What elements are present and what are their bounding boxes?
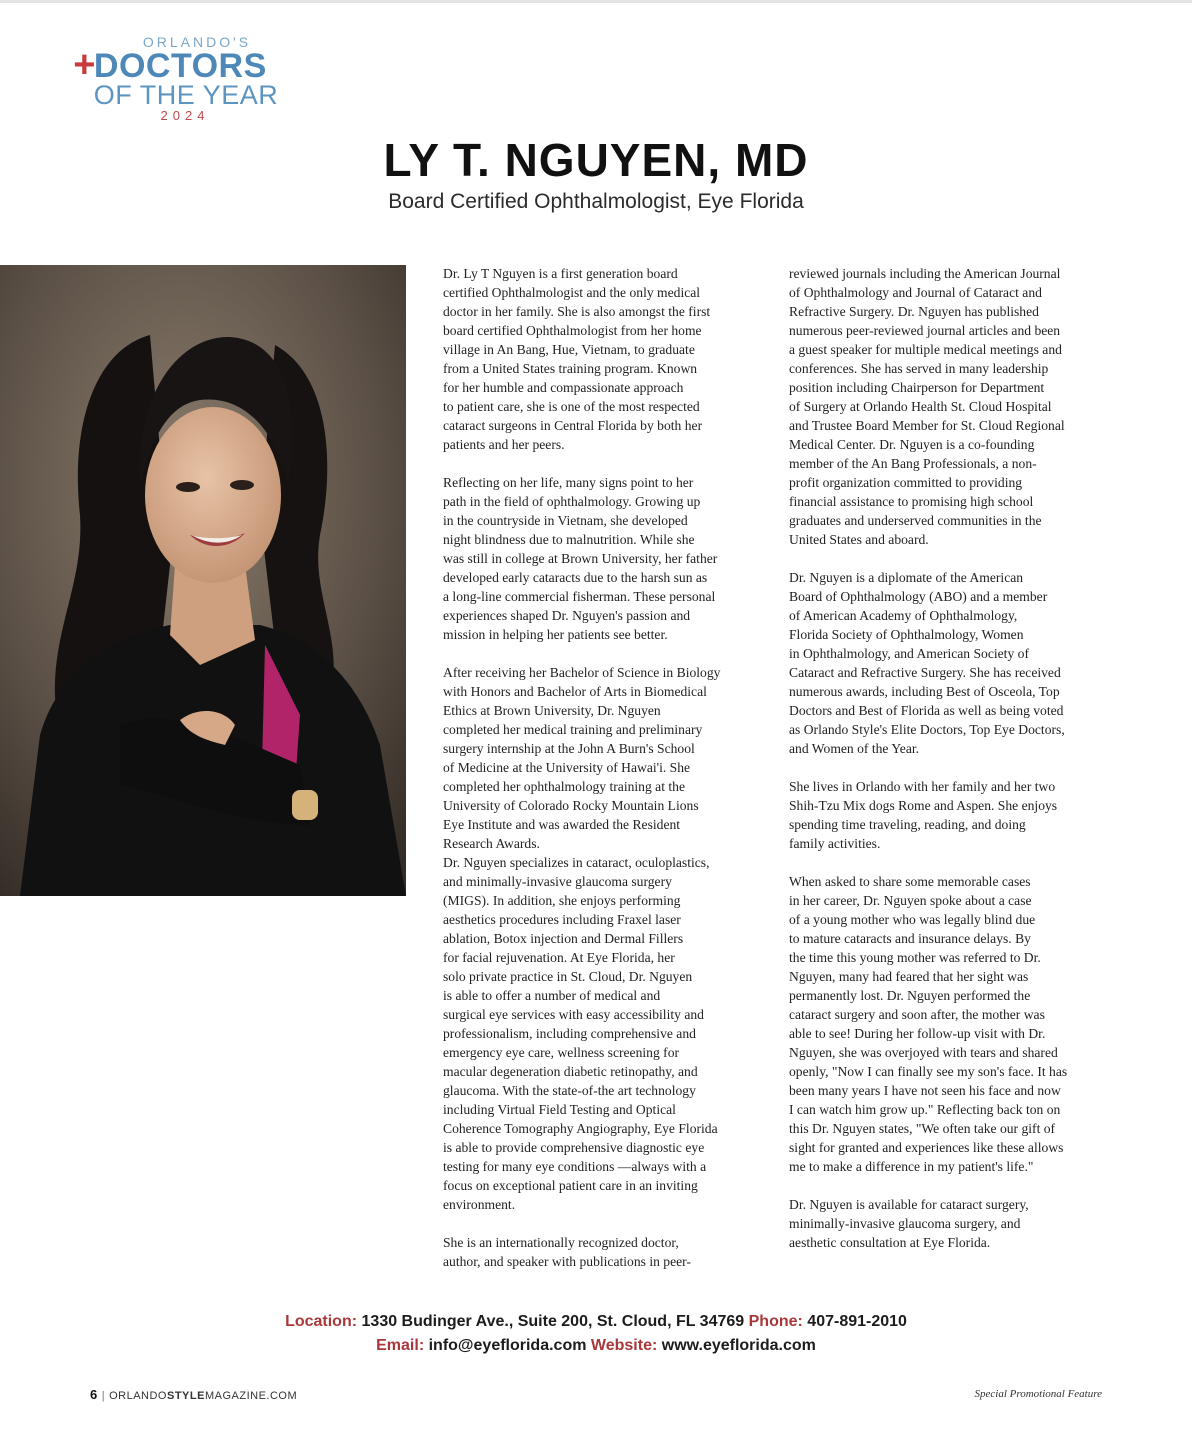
- doctor-name-title: LY T. NGUYEN, MD: [383, 134, 809, 186]
- contact-line-1: [0, 1313, 1192, 1331]
- article-paragraph: When asked to share some memorable cases in her career, Dr. Nguyen spoke about a case of a young mother who was legally blind due to mature cataracts and insurance delays. By the time this young mother was referred to Dr. Nguyen, many had feared that her sight was permanently lost. Dr. Nguyen performed the cataract surgery and soon after, the mother was able to see! During her follow-up visit with Dr. Nguyen, she was overjoyed with tears and shared openly, "Now I can finally see my son's face. It has been many years I have not seen his face and now I can watch him grow up." Reflecting back ton on this Dr. Nguyen states, "We often take our gift of sight for granted and experiences like these allows me to make a difference in my patient's life.": [789, 874, 1068, 1174]
- article-paragraph: Dr. Ly T Nguyen is a first generation board certified Ophthalmologist and the only medical doctor in her family. She is also amongst the first board certified Ophthalmologist from her home village in An Bang, Hue, Vietnam, to graduate from a United States training program. Known for her humble and compassionate approach to patient care, she is one of the most respected cataract surgeons in Central Florida by both her patients and her peers.: [443, 266, 711, 452]
- top-divider: [0, 0, 1192, 3]
- logo-doctors-text: DOCTORS: [93, 47, 267, 85]
- phone-label: Phone:: [748, 1313, 803, 1330]
- plus-icon: +: [73, 44, 96, 86]
- footer-site-a: ORLANDO: [109, 1390, 167, 1402]
- contact-line-2: [0, 1337, 1192, 1355]
- website-label: Website:: [590, 1337, 658, 1354]
- footer-site-b: STYLE: [167, 1390, 205, 1402]
- article-column-1: [443, 264, 748, 1290]
- logo-orlandos: ORLANDO'S: [142, 34, 252, 50]
- article-paragraph: Reflecting on her life, many signs point to her path in the field of ophthalmology. Growing up in the countryside in Vietnam, she developed night blindness due to malnutrition. While she was still in college at Brown University, her father developed early cataracts due to the harsh sun as a long-line commercial fisherman. These personal experiences shaped Dr. Nguyen's passion and mission in helping her patients see better.: [443, 475, 718, 642]
- article-paragraph: After receiving her Bachelor of Science in Biology with Honors and Bachelor of Arts in Biomedical Ethics at Brown University, Dr. Nguyen completed her medical training and preliminary surgery internship at the John A Burn's School of Medicine at the University of Hawai'i. She completed her ophthalmology training at the University of Colorado Rocky Mountain Lions Eye Institute and was awarded the Resident Research Awards.: [443, 665, 721, 851]
- logo-doctors: [60, 44, 280, 86]
- article-column-2: [789, 264, 1104, 1271]
- footer-site-c: MAGAZINE.COM: [204, 1390, 298, 1402]
- location-address: 1330 Budinger Ave., Suite 200, St. Cloud, FL 34769: [361, 1313, 745, 1330]
- logo-of-the-year: OF THE YEAR: [93, 80, 279, 110]
- doctor-portrait-photo: [0, 265, 406, 896]
- article-paragraph: She is an internationally recognized doctor, author, and speaker with publications in peer-: [443, 1235, 691, 1269]
- website-link[interactable]: www.eyeflorida.com: [661, 1337, 816, 1354]
- article-paragraph: reviewed journals including the American Journal of Ophthalmology and Journal of Cataract and Refractive Surgery. Dr. Nguyen has published numerous peer-reviewed journal articles and been a guest speaker for multiple medical meetings and conferences. She has served in many leadership position including Chairperson for Department of Surgery at Orlando Health St. Cloud Hospital and Trustee Board Member for St. Cloud Regional Medical Center. Dr. Nguyen is a co-founding member of the An Bang Professionals, a non- profit organization committed to providing financial assistance to promising high school graduates and underserved communities in the United States and aboard.: [789, 266, 1065, 547]
- email-label: Email:: [376, 1337, 425, 1354]
- page-number: 6: [90, 1387, 98, 1402]
- footer-separator: |: [101, 1390, 106, 1402]
- article-paragraph: She lives in Orlando with her family and her two Shih-Tzu Mix dogs Rome and Aspen. She enjoys spending time traveling, reading, and doing family activities.: [789, 779, 1058, 851]
- footer-page-info: [90, 1387, 297, 1402]
- article-paragraph: Dr. Nguyen is available for cataract surgery, minimally-invasive glaucoma surgery, and aesthetic consultation at Eye Florida.: [789, 1197, 1029, 1250]
- email-address[interactable]: info@eyeflorida.com: [428, 1337, 587, 1354]
- location-label: Location:: [285, 1313, 358, 1330]
- portrait-photo-icon: [0, 265, 406, 896]
- logo-year: 2024: [160, 108, 210, 123]
- article-paragraph: Dr. Nguyen specializes in cataract, oculoplastics, and minimally-invasive glaucoma surgery (MIGS). In addition, she enjoys performing aesthetics procedures including Fraxel laser ablation, Botox injection and Dermal Fillers for facial rejuvenation. At Eye Florida, her solo private practice in St. Cloud, Dr. Nguyen is able to offer a number of medical and surgical eye services with easy accessibility and professionalism, including comprehensive and emergency eye care, wellness screening for macular degeneration diabetic retinopathy, and glaucoma. With the state-of-the art technology including Virtual Field Testing and Optical Coherence Tomography Angiography, Eye Florida is able to provide comprehensive diagnostic eye testing for many eye conditions —always with a focus on exceptional patient care in an inviting environment.: [443, 855, 718, 1212]
- phone-number[interactable]: 407-891-2010: [807, 1313, 907, 1330]
- doctors-of-the-year-logo: [60, 34, 280, 123]
- doctor-subtitle: Board Certified Ophthalmologist, Eye Florida: [388, 190, 804, 213]
- article-paragraph: Dr. Nguyen is a diplomate of the American Board of Ophthalmology (ABO) and a member of American Academy of Ophthalmology, Florida Society of Ophthalmology, Women in Ophthalmology, and American Society of Cataract and Refractive Surgery. She has received numerous awards, including Best of Osceola, Top Doctors and Best of Florida as well as being voted as Orlando Style's Elite Doctors, Top Eye Doctors, and Women of the Year.: [789, 570, 1065, 756]
- special-promotional-feature: Special Promotional Feature: [974, 1388, 1102, 1400]
